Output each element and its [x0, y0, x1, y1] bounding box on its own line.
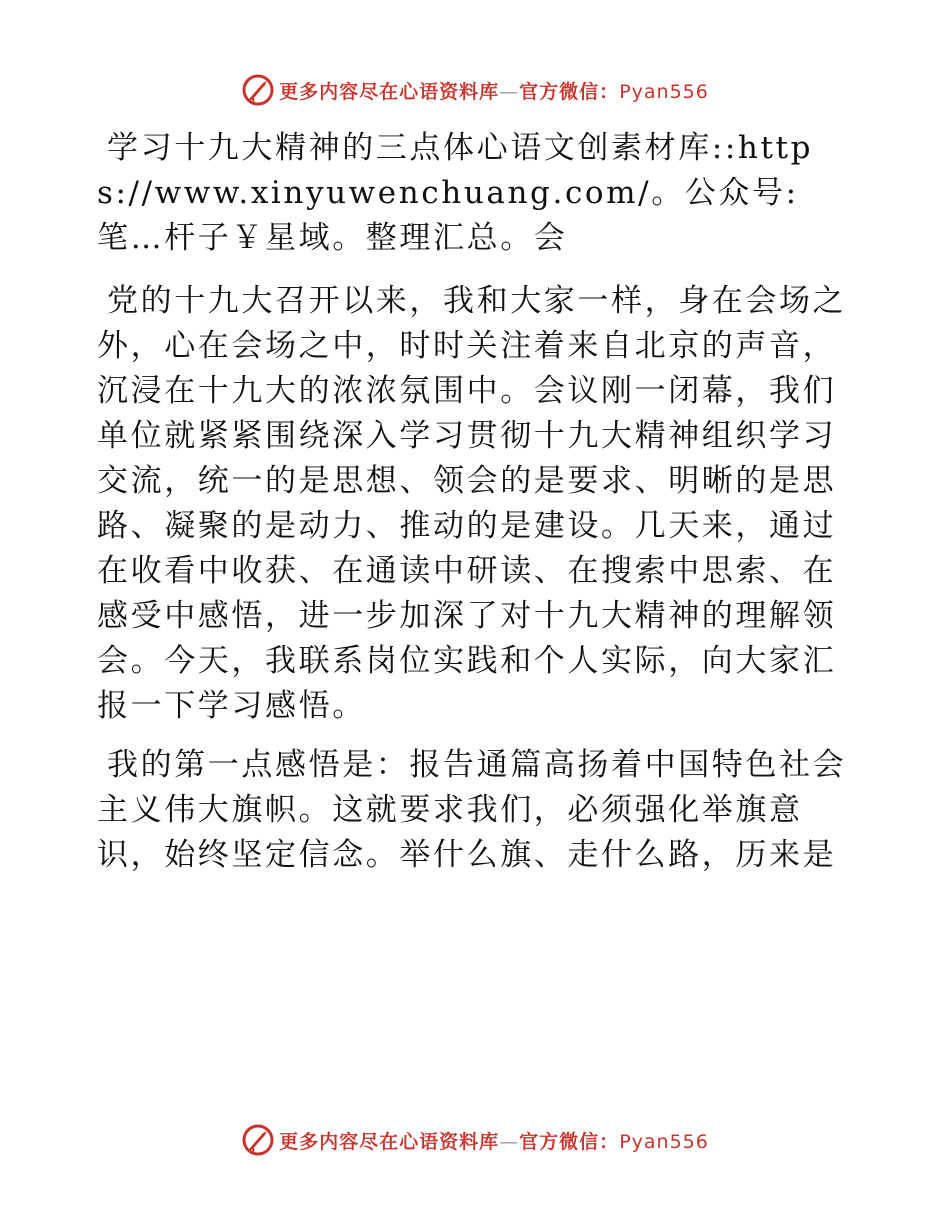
watermark-text: 更多内容尽在心语资料库—官方微信：Pyan556: [279, 1130, 709, 1153]
quill-logo-icon: [241, 73, 275, 107]
paragraph-title: 学习十九大精神的三点体心语文创素材库::https://www.xinyuwenchuang.com/。公众号:笔…杆子￥星域。整理汇总。会: [97, 130, 814, 256]
quill-logo-icon: [241, 1123, 275, 1157]
paragraph-intro: 党的十九大召开以来，我和大家一样，身在会场之外，心在会场之中，时时关注着来自北京的声音，沉浸在十九大的浓浓氛围中。会议刚一闭幕，我们单位就紧紧围绕深入学习贯彻十九大精神组织学习交流，统一的是思想、领会的是要求、明晰的是思路、凝聚的是动力、推动的是建设。几天来，通过在收看中收获、在通读中研读、在搜索中思索、在感受中感悟，进一步加深了对十九大精神的理解领会。今天，我联系岗位实践和个人实际，向大家汇报一下学习感悟。: [97, 283, 847, 724]
watermark-banner-bottom: [0, 1120, 950, 1160]
document-body: [97, 126, 857, 892]
watermark-text: 更多内容尽在心语资料库—官方微信：Pyan556: [279, 80, 709, 103]
paragraph-first-point: 我的第一点感悟是：报告通篇高扬着中国特色社会主义伟大旗帜。这就要求我们，必须强化举旗意识，始终坚定信念。举什么旗、走什么路，历来是: [97, 747, 847, 873]
watermark-banner-top: [0, 70, 950, 110]
